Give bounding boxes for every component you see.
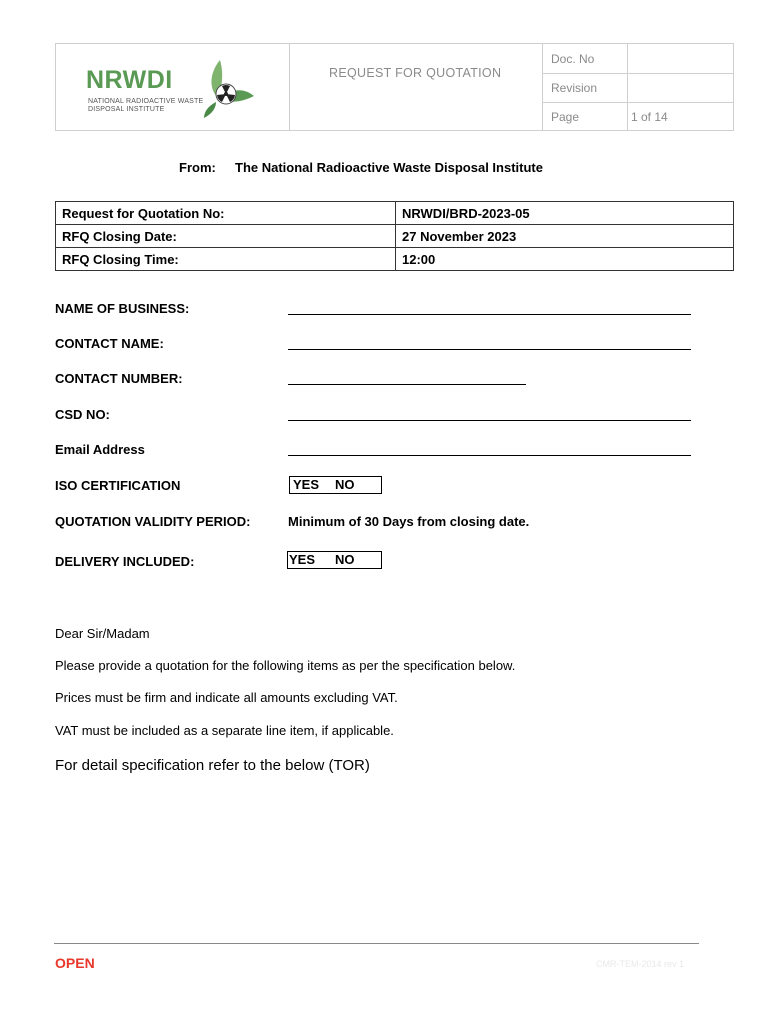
page-label: Page xyxy=(551,110,580,124)
email-label: Email Address xyxy=(55,442,145,457)
from-label: From: xyxy=(179,160,216,175)
table-row xyxy=(56,202,734,225)
iso-no-option[interactable]: NO xyxy=(335,477,355,492)
closing-time-label: RFQ Closing Time: xyxy=(56,248,396,271)
classification-label: OPEN xyxy=(55,955,95,971)
contact-number-field[interactable] xyxy=(288,384,526,385)
table-row xyxy=(56,225,734,248)
document-header xyxy=(55,43,734,131)
business-name-label: NAME OF BUSINESS: xyxy=(55,301,190,316)
contact-name-field[interactable] xyxy=(288,349,691,350)
instruction-paragraph-1: Please provide a quotation for the following items as per the specification below. xyxy=(55,658,516,673)
iso-yes-no-box[interactable] xyxy=(289,476,382,494)
csd-no-label: CSD NO: xyxy=(55,407,110,422)
footer-divider xyxy=(54,943,699,944)
greeting: Dear Sir/Madam xyxy=(55,626,150,641)
csd-no-field[interactable] xyxy=(288,420,691,421)
business-name-field[interactable] xyxy=(288,314,691,315)
document-title: REQUEST FOR QUOTATION xyxy=(329,66,502,80)
logo-subtitle xyxy=(88,98,203,114)
rfq-number-value: NRWDI/BRD-2023-05 xyxy=(396,202,734,225)
iso-certification-label: ISO CERTIFICATION xyxy=(55,478,181,493)
contact-name-label: CONTACT NAME: xyxy=(55,336,164,351)
closing-date-value: 27 November 2023 xyxy=(396,225,734,248)
logo-name: NRWDI xyxy=(86,66,173,94)
revision-label: Revision xyxy=(551,81,598,95)
closing-time-value: 12:00 xyxy=(396,248,734,271)
email-field[interactable] xyxy=(288,455,691,456)
logo-subtitle-line1: NATIONAL RADIOACTIVE WASTE xyxy=(88,98,204,105)
delivery-yes-no-box[interactable] xyxy=(287,551,382,569)
delivery-no-option[interactable]: NO xyxy=(335,552,355,567)
iso-yes-option[interactable]: YES xyxy=(293,477,320,492)
delivery-yes-option[interactable]: YES xyxy=(289,552,316,567)
contact-number-label: CONTACT NUMBER: xyxy=(55,371,183,386)
radiation-leaf-icon xyxy=(198,58,258,120)
logo-subtitle-line2: DISPOSAL INSTITUTE xyxy=(88,106,165,113)
rfq-number-label: Request for Quotation No: xyxy=(56,202,396,225)
doc-no-label: Doc. No xyxy=(551,52,595,66)
validity-period-label: QUOTATION VALIDITY PERIOD: xyxy=(55,514,251,529)
form-reference: CMR-TEM-2014 rev 1 xyxy=(596,959,685,969)
tor-reference: For detail specification refer to the below (TOR) xyxy=(55,757,370,774)
validity-period-value: Minimum of 30 Days from closing date. xyxy=(288,514,530,529)
closing-date-label: RFQ Closing Date: xyxy=(56,225,396,248)
from-value: The National Radioactive Waste Disposal Institute xyxy=(235,160,543,175)
nrwdi-logo xyxy=(86,58,266,120)
instruction-paragraph-3: VAT must be included as a separate line item, if applicable. xyxy=(55,723,394,738)
table-row xyxy=(56,248,734,271)
rfq-details-table xyxy=(55,201,734,271)
instruction-paragraph-2: Prices must be firm and indicate all amounts excluding VAT. xyxy=(55,690,398,705)
delivery-included-label: DELIVERY INCLUDED: xyxy=(55,554,195,569)
page-number: 1 of 14 xyxy=(631,110,668,124)
